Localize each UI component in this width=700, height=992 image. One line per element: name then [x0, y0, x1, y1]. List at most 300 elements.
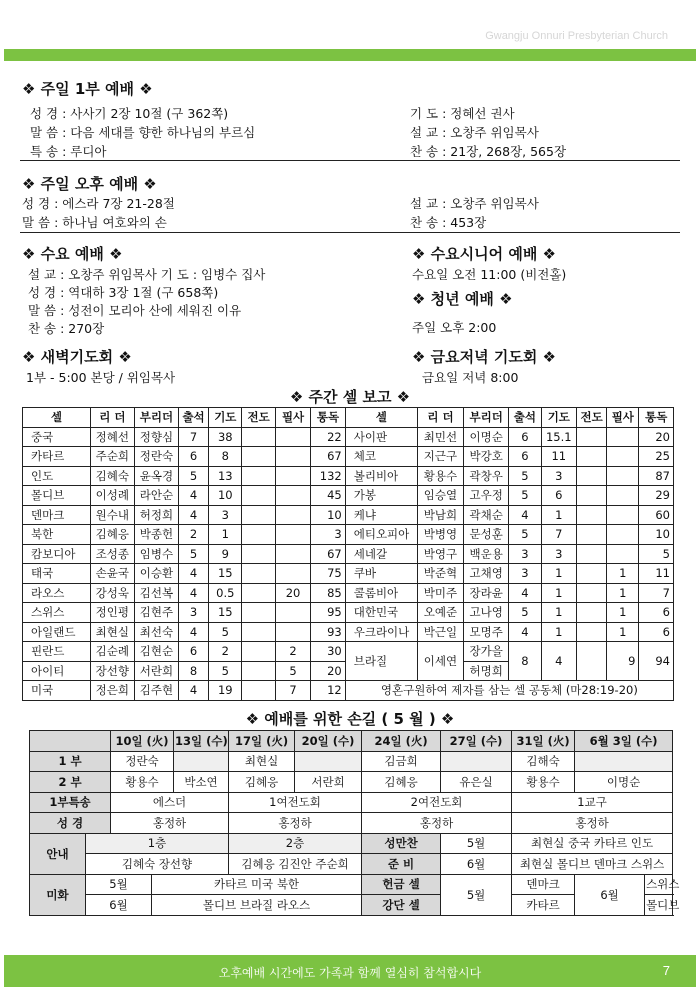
table-cell [275, 427, 311, 447]
dawn-time: 1부 - 5:00 본당 / 위임목사 [26, 370, 176, 385]
table-cell: 모명주 [464, 622, 509, 642]
page-number: 7 [662, 963, 670, 978]
table-cell: 8 [509, 642, 541, 681]
top-accent-bar [4, 49, 696, 61]
table-cell: 강성욱 [90, 583, 134, 603]
table-cell: 주순희 [90, 447, 134, 467]
table-cell [242, 681, 275, 701]
table-cell [607, 486, 639, 506]
table-cell: 4 [179, 564, 209, 584]
table-cell: 3 [179, 603, 209, 623]
table-cell: 1 [541, 564, 577, 584]
cell-name: 스위스 [23, 603, 91, 623]
table-cell: 5 [509, 603, 541, 623]
table-cell: 3 [509, 564, 541, 584]
table-cell: 5 [509, 466, 541, 486]
table-cell [607, 427, 639, 447]
table-cell: 38 [209, 427, 242, 447]
cell-value: 홍정하 [362, 813, 512, 834]
column-header: 출석 [509, 408, 541, 428]
table-cell: 4 [509, 583, 541, 603]
table-cell: 고채영 [464, 564, 509, 584]
table-cell: 4 [179, 583, 209, 603]
table-cell: 1 [541, 505, 577, 525]
table-cell: 1 [607, 603, 639, 623]
sunday-pm-title: ❖ 주일 오후 예배 ❖ [22, 175, 157, 193]
cell-value: 최현실 [229, 751, 295, 772]
sunday1-preacher: 설 교 : 오창주 위임목사 [410, 125, 539, 140]
table-cell: 1 [209, 525, 242, 545]
row-label: 준 비 [362, 854, 441, 875]
table-cell: 정은희 [90, 681, 134, 701]
table-cell [577, 622, 607, 642]
month-label: 5월 [441, 874, 512, 915]
table-row [23, 583, 674, 603]
table-cell: 장라윤 [464, 583, 509, 603]
table-cell: 6 [639, 603, 674, 623]
table-cell: 3 [209, 505, 242, 525]
table-cell: 허정희 [134, 505, 178, 525]
table-row [23, 544, 674, 564]
table-cell: 이세연 [417, 642, 463, 681]
sunday-pm-scripture: 성 경 : 에스라 7장 21-28절 [22, 196, 175, 211]
row-label: 강단 셀 [362, 895, 441, 916]
table-cell: 4 [179, 622, 209, 642]
empty-cell [174, 751, 229, 772]
table-cell: 11 [541, 447, 577, 467]
cell-value: 최현실 중국 카타르 인도 [512, 833, 673, 854]
table-row [23, 427, 674, 447]
cell-value: 황용수 [111, 772, 174, 793]
serve-row-decor-1 [30, 874, 673, 895]
table-cell: 8 [179, 661, 209, 681]
table-cell: 7 [639, 583, 674, 603]
column-header: 전도 [242, 408, 275, 428]
wednesday-line: 설 교 : 오창주 위임목사 기 도 : 임병수 집사 [28, 267, 266, 282]
table-cell: 5 [509, 525, 541, 545]
sunday1-sermon: 말 씀 : 다음 세대를 향한 하나님의 부르심 [30, 125, 256, 140]
friday-title: ❖ 금요저녁 기도회 ❖ [412, 348, 556, 366]
table-cell [242, 661, 275, 681]
table-cell [577, 564, 607, 584]
cell-report-table [22, 407, 674, 701]
table-cell [275, 505, 311, 525]
cell-value: 에스더 [111, 792, 229, 813]
table-cell: 5 [509, 486, 541, 506]
cell-value: 홍정하 [229, 813, 362, 834]
month-label: 6월 [86, 895, 152, 916]
table-cell: 6 [179, 447, 209, 467]
table-cell: 25 [639, 447, 674, 467]
row-label: 성 경 [30, 813, 111, 834]
table-cell: 5 [209, 661, 242, 681]
cell-value: 홍정하 [512, 813, 673, 834]
table-cell: 김순례 [90, 642, 134, 662]
cell-name: 사이판 [345, 427, 417, 447]
table-cell: 조성종 [90, 544, 134, 564]
table-cell: 4 [541, 642, 577, 681]
table-cell: 85 [311, 583, 345, 603]
table-cell [275, 622, 311, 642]
table-row [23, 564, 674, 584]
table-cell: 박강호 [464, 447, 509, 467]
table-cell: 손윤국 [90, 564, 134, 584]
wednesday-line: 말 씀 : 성전이 모리아 산에 세워진 이유 [28, 303, 242, 318]
table-cell: 19 [209, 681, 242, 701]
cell-name: 쿠바 [345, 564, 417, 584]
cell-name: 아일랜드 [23, 622, 91, 642]
table-cell: 박영구 [417, 544, 463, 564]
empty-cell [441, 751, 512, 772]
floor-label: 1층 [86, 833, 229, 854]
table-cell: 백운용 [464, 544, 509, 564]
table-cell: 3 [541, 466, 577, 486]
table-cell [607, 544, 639, 564]
table-cell [577, 427, 607, 447]
date-header: 24일 (火) [362, 731, 441, 752]
column-header: 셀 [23, 408, 91, 428]
serve-row-guide-1 [30, 833, 673, 854]
column-header: 통독 [311, 408, 345, 428]
row-label: 헌금 셀 [362, 874, 441, 895]
church-name: Gwangju Onnuri Presbyterian Church [485, 30, 668, 42]
month-label: 5월 [86, 874, 152, 895]
table-cell: 132 [311, 466, 345, 486]
table-cell [275, 525, 311, 545]
empty-cell [295, 751, 362, 772]
cell-name: 덴마크 [23, 505, 91, 525]
table-cell: 29 [639, 486, 674, 506]
cell-name: 에티오피아 [345, 525, 417, 545]
table-cell: 5 [209, 622, 242, 642]
date-header: 13일 (수) [174, 731, 229, 752]
table-cell [577, 642, 607, 681]
cell-name: 콜롬비아 [345, 583, 417, 603]
table-cell: 임승열 [417, 486, 463, 506]
table-cell: 3 [311, 525, 345, 545]
table-cell: 13 [209, 466, 242, 486]
column-header: 필사 [275, 408, 311, 428]
cell-name: 태국 [23, 564, 91, 584]
wednesday-line: 성 경 : 역대하 3장 1절 (구 658쪽) [28, 285, 219, 300]
table-cell: 6 [639, 622, 674, 642]
cell-value: 몰디브 브라질 라오스 [152, 895, 362, 916]
table-cell [242, 583, 275, 603]
table-cell: 정향심 [134, 427, 178, 447]
table-cell: 3 [541, 544, 577, 564]
table-cell: 20 [639, 427, 674, 447]
table-cell: 0.5 [209, 583, 242, 603]
column-header: 리 더 [417, 408, 463, 428]
table-cell: 오예준 [417, 603, 463, 623]
cell-value: 이명순 [575, 772, 673, 793]
table-cell: 15.1 [541, 427, 577, 447]
table-cell: 94 [639, 642, 674, 681]
wed-senior-time: 수요일 오전 11:00 (비전홀) [412, 267, 567, 282]
row-label: 성만찬 [362, 833, 441, 854]
table-cell: 이명순 [464, 427, 509, 447]
cell-value: 2여전도회 [362, 792, 512, 813]
cell-value: 김혜응 김진안 주순희 [229, 854, 362, 875]
cell-value: 서란희 [295, 772, 362, 793]
table-cell: 15 [209, 603, 242, 623]
cell-name: 대한민국 [345, 603, 417, 623]
table-cell [577, 544, 607, 564]
table-cell: 67 [311, 447, 345, 467]
date-header: 10일 (火) [111, 731, 174, 752]
cell-name: 라오스 [23, 583, 91, 603]
table-cell: 6 [509, 427, 541, 447]
table-cell: 22 [311, 427, 345, 447]
table-cell: 60 [639, 505, 674, 525]
cell-name: 몰디브 [23, 486, 91, 506]
table-cell: 93 [311, 622, 345, 642]
table-cell: 원수내 [90, 505, 134, 525]
divider [20, 232, 680, 233]
sunday1-prayer: 기 도 : 정혜선 권사 [410, 106, 515, 121]
serve-row-guide-2 [30, 854, 673, 875]
sunday1-title: ❖ 주일 1부 예배 ❖ [22, 80, 153, 98]
cell-name: 중국 [23, 427, 91, 447]
table-cell: 박종헌 [134, 525, 178, 545]
table-cell: 15 [209, 564, 242, 584]
table-cell: 임병수 [134, 544, 178, 564]
table-row [23, 642, 674, 662]
table-cell [242, 564, 275, 584]
date-header: 31일 (火) [512, 731, 575, 752]
column-header: 기도 [209, 408, 242, 428]
table-cell [242, 642, 275, 662]
table-cell: 허명희 [464, 661, 509, 681]
table-cell: 김주현 [134, 681, 178, 701]
table-cell: 45 [311, 486, 345, 506]
table-cell: 최현실 [90, 622, 134, 642]
table-cell: 1 [541, 583, 577, 603]
cell-value: 김혜응 [362, 772, 441, 793]
cell-name: 체코 [345, 447, 417, 467]
sunday1-hymns: 찬 송 : 21장, 268장, 565장 [410, 144, 567, 159]
table-cell [577, 466, 607, 486]
table-row [23, 466, 674, 486]
table-cell [275, 564, 311, 584]
table-cell: 김혜숙 [90, 466, 134, 486]
table-cell: 김현순 [134, 642, 178, 662]
cell-value: 황용수 [512, 772, 575, 793]
table-cell: 박미주 [417, 583, 463, 603]
table-cell: 5 [179, 544, 209, 564]
corner-cell [30, 731, 111, 752]
empty-cell [575, 751, 673, 772]
table-cell [242, 466, 275, 486]
table-cell: 박남희 [417, 505, 463, 525]
table-cell: 7 [541, 525, 577, 545]
serve-title: ❖ 예배를 위한 손길 ( 5 월 ) ❖ [245, 710, 455, 728]
cell-motto: 영혼구원하여 제자를 삼는 셀 공동체 (마28:19-20) [345, 681, 673, 701]
table-cell [275, 466, 311, 486]
table-cell: 20 [311, 661, 345, 681]
table-cell: 지근구 [417, 447, 463, 467]
table-cell: 6 [541, 486, 577, 506]
cell-name: 캄보디아 [23, 544, 91, 564]
cell-value: 김혜숙 장선향 [86, 854, 229, 875]
table-cell: 8 [209, 447, 242, 467]
date-header: 6월 3일 (수) [575, 731, 673, 752]
table-cell: 서란희 [134, 661, 178, 681]
serve-row-1bu [30, 751, 673, 772]
table-cell: 11 [639, 564, 674, 584]
cell-name: 핀란드 [23, 642, 91, 662]
table-cell: 7 [179, 427, 209, 447]
table-cell: 10 [311, 505, 345, 525]
table-cell: 4 [179, 486, 209, 506]
cell-name: 카타르 [23, 447, 91, 467]
table-cell [242, 505, 275, 525]
table-cell [577, 447, 607, 467]
table-cell [577, 603, 607, 623]
cell-value: 1여전도회 [229, 792, 362, 813]
table-cell: 고우정 [464, 486, 509, 506]
table-cell: 3 [509, 544, 541, 564]
cell-value: 카타르 미국 북한 [152, 874, 362, 895]
row-label: 2 부 [30, 772, 111, 793]
table-cell [607, 525, 639, 545]
table-cell: 곽창우 [464, 466, 509, 486]
table-cell: 황용수 [417, 466, 463, 486]
table-cell: 1 [607, 622, 639, 642]
table-cell: 정인평 [90, 603, 134, 623]
cell-value: 유은실 [441, 772, 512, 793]
row-label: 1부특송 [30, 792, 111, 813]
table-cell [577, 583, 607, 603]
column-header: 전도 [577, 408, 607, 428]
table-cell [577, 486, 607, 506]
cell-value: 홍정하 [111, 813, 229, 834]
month-label: 5월 [441, 833, 512, 854]
cell-value: 박소연 [174, 772, 229, 793]
cell-table-header [23, 408, 674, 428]
sunday1-scripture: 성 경 : 사사기 2장 10절 (구 362쪽) [30, 106, 229, 121]
table-cell: 2 [179, 525, 209, 545]
table-cell: 9 [607, 642, 639, 681]
table-cell [275, 603, 311, 623]
cell-value: 김금희 [362, 751, 441, 772]
cell-name: 볼리비아 [345, 466, 417, 486]
row-label: 1 부 [30, 751, 111, 772]
table-row [23, 603, 674, 623]
table-cell: 장선향 [90, 661, 134, 681]
table-cell: 20 [275, 583, 311, 603]
youth-title: ❖ 청년 예배 ❖ [412, 290, 513, 308]
youth-time: 주일 오후 2:00 [412, 320, 497, 335]
table-cell [242, 525, 275, 545]
table-cell: 4 [179, 505, 209, 525]
table-cell: 4 [509, 505, 541, 525]
table-cell: 75 [311, 564, 345, 584]
table-cell: 고나영 [464, 603, 509, 623]
table-cell [242, 622, 275, 642]
table-cell: 2 [275, 642, 311, 662]
cell-name: 인도 [23, 466, 91, 486]
serve-row-special [30, 792, 673, 813]
footer-bar [4, 955, 696, 987]
cell-value: 1교구 [512, 792, 673, 813]
table-cell: 5 [179, 466, 209, 486]
cell-value: 카타르 [512, 895, 575, 916]
table-cell: 문성훈 [464, 525, 509, 545]
wed-senior-title: ❖ 수요시니어 예배 ❖ [412, 245, 556, 263]
table-cell: 1 [607, 583, 639, 603]
cell-value: 몰디브 [645, 895, 673, 916]
floor-label: 2층 [229, 833, 362, 854]
table-cell: 김선복 [134, 583, 178, 603]
wednesday-title: ❖ 수요 예배 ❖ [22, 245, 123, 263]
table-cell: 87 [639, 466, 674, 486]
table-cell: 1 [541, 622, 577, 642]
cell-name: 가봉 [345, 486, 417, 506]
month-label: 6월 [441, 854, 512, 875]
date-header: 20일 (수) [295, 731, 362, 752]
table-cell [242, 427, 275, 447]
table-cell [242, 603, 275, 623]
column-header: 출석 [179, 408, 209, 428]
row-label: 안내 [30, 833, 86, 874]
cell-name: 미국 [23, 681, 91, 701]
cell-report-title: ❖ 주간 셀 보고 ❖ [289, 388, 411, 406]
table-cell: 10 [639, 525, 674, 545]
table-cell [242, 447, 275, 467]
dawn-title: ❖ 새벽기도회 ❖ [22, 348, 132, 366]
column-header: 통독 [639, 408, 674, 428]
column-header: 리 더 [90, 408, 134, 428]
table-cell: 6 [509, 447, 541, 467]
table-cell: 최민선 [417, 427, 463, 447]
table-row [23, 681, 674, 701]
cell-value: 스위스 [645, 874, 673, 895]
table-cell: 박병영 [417, 525, 463, 545]
table-cell: 정혜선 [90, 427, 134, 447]
table-cell: 최선숙 [134, 622, 178, 642]
serve-table [29, 730, 680, 916]
cell-value: 김혜응 [229, 772, 295, 793]
table-cell: 곽채순 [464, 505, 509, 525]
cell-value: 정란숙 [111, 751, 174, 772]
table-cell: 5 [639, 544, 674, 564]
table-cell: 9 [209, 544, 242, 564]
table-row [23, 505, 674, 525]
table-cell: 박근일 [417, 622, 463, 642]
table-cell: 이승환 [134, 564, 178, 584]
table-cell: 4 [509, 622, 541, 642]
sunday-pm-sermon: 말 씀 : 하나님 여호와의 손 [22, 215, 167, 230]
table-cell [607, 447, 639, 467]
table-cell [242, 486, 275, 506]
table-cell: 30 [311, 642, 345, 662]
table-cell: 7 [275, 681, 311, 701]
table-cell: 4 [179, 681, 209, 701]
column-header: 부리더 [464, 408, 509, 428]
serve-row-2bu [30, 772, 673, 793]
table-cell: 1 [541, 603, 577, 623]
table-cell: 박준혁 [417, 564, 463, 584]
column-header: 셀 [345, 408, 417, 428]
table-cell: 5 [275, 661, 311, 681]
cell-name: 우크라이나 [345, 622, 417, 642]
table-row [23, 486, 674, 506]
table-cell: 라안순 [134, 486, 178, 506]
table-cell: 95 [311, 603, 345, 623]
table-cell [275, 486, 311, 506]
cell-value: 최현실 몰디브 덴마크 스위스 [512, 854, 673, 875]
